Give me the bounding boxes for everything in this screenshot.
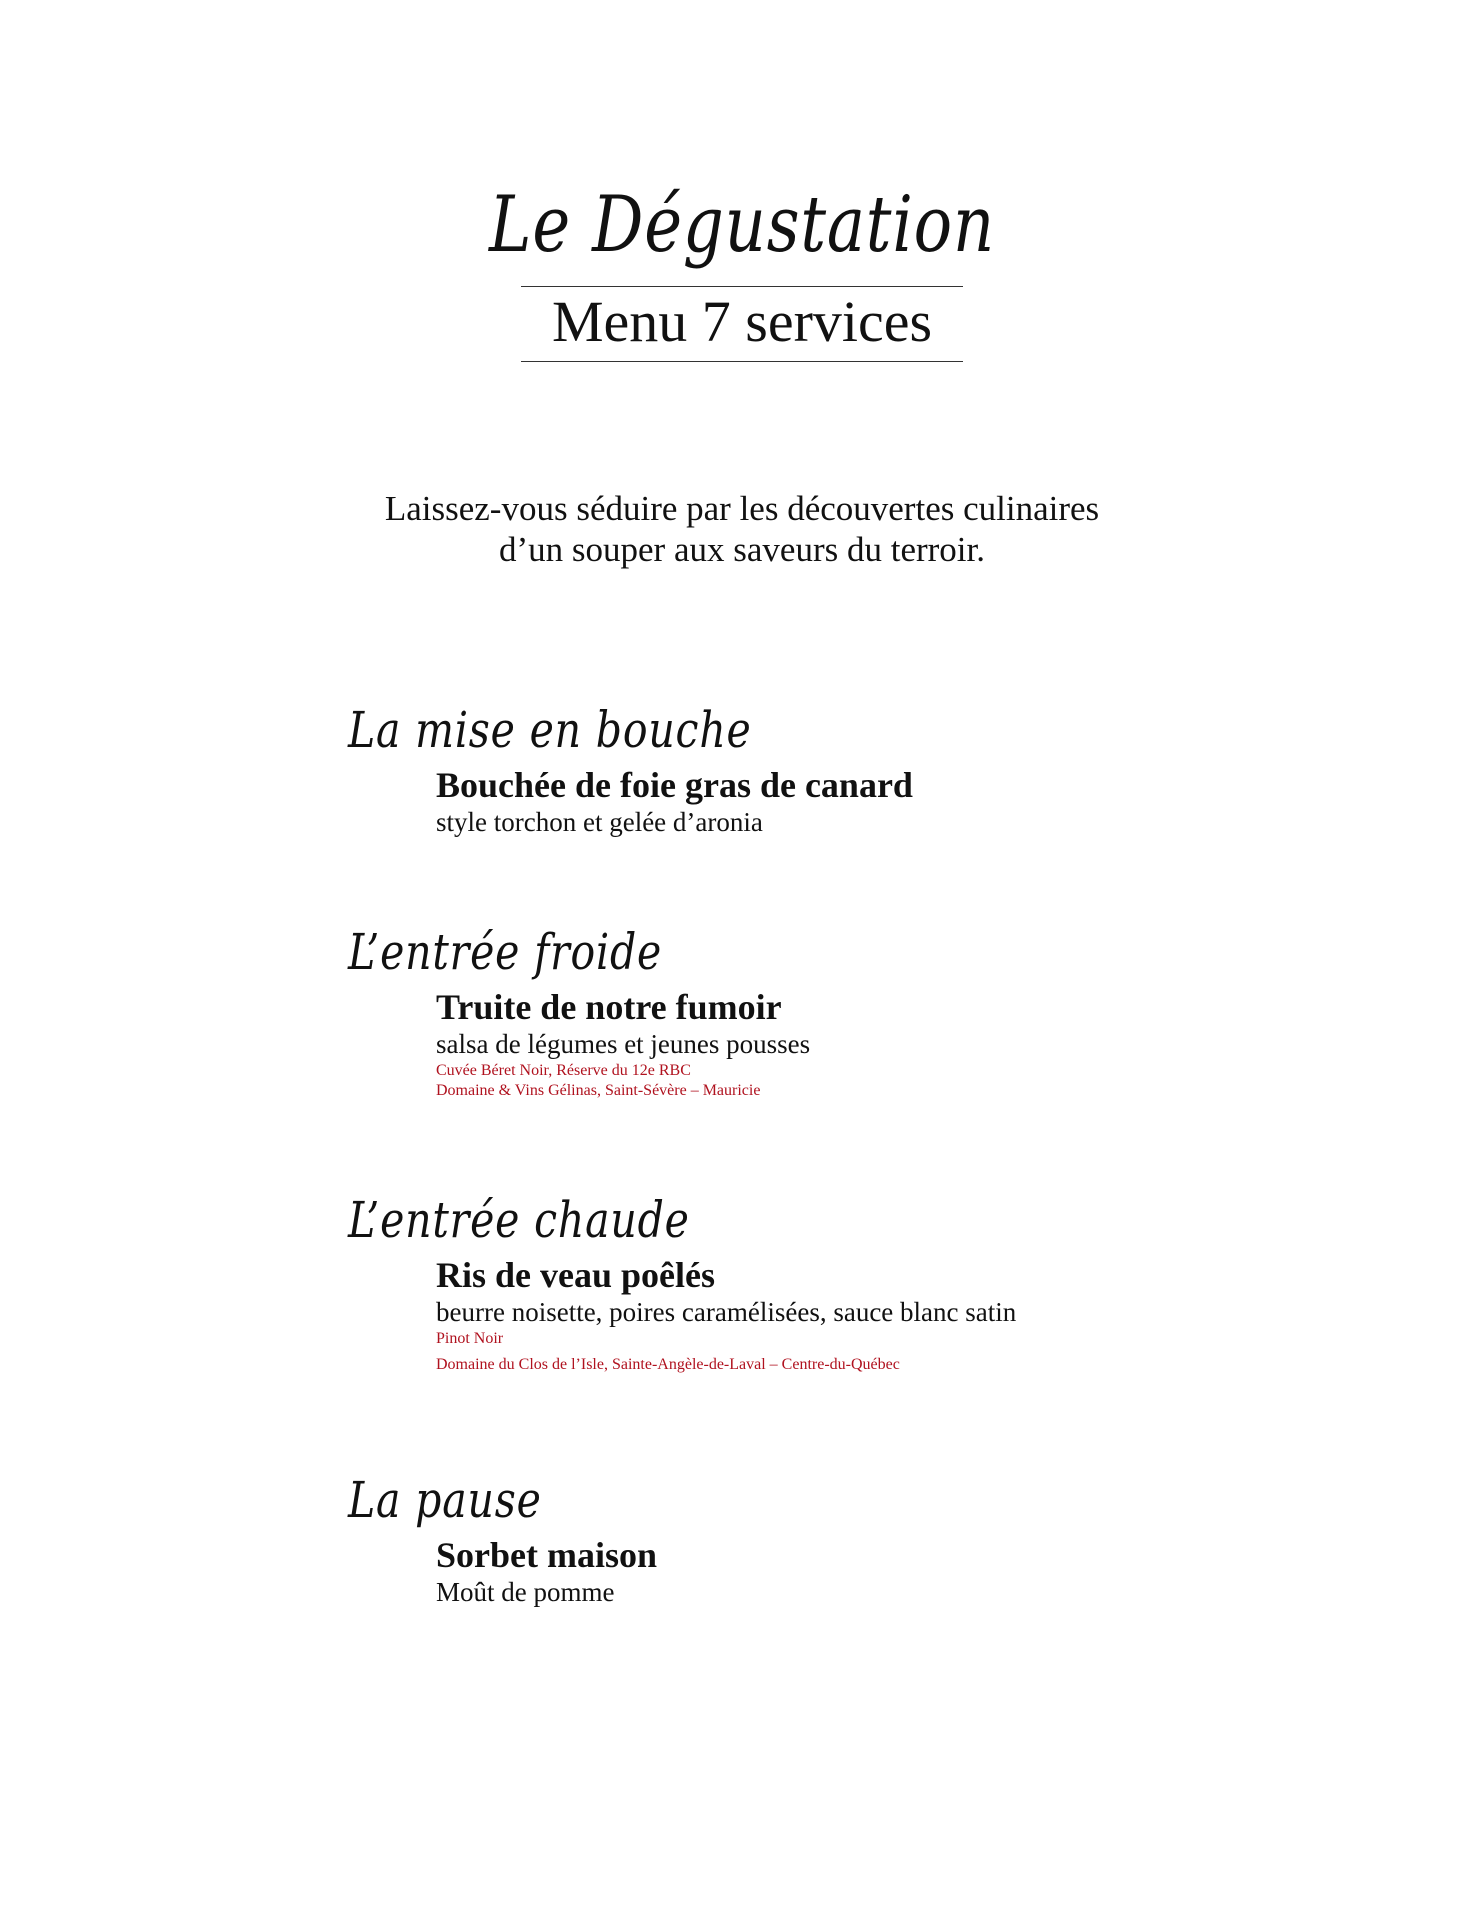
dish-name: Sorbet maison bbox=[436, 1535, 658, 1575]
dish bbox=[436, 765, 1348, 839]
wine-origin: Domaine & Vins Gélinas, Saint-Sévère – Mauricie bbox=[436, 1082, 761, 1099]
dish-description: Moût de pomme bbox=[436, 1577, 615, 1607]
menu-subtitle: Menu 7 services bbox=[551, 289, 933, 354]
section-pause bbox=[348, 1465, 1348, 1609]
section-mise-en-bouche bbox=[348, 695, 1348, 839]
wine-origin: Domaine du Clos de l’Isle, Sainte-Angèle-de-Laval – Centre-du-Québec bbox=[436, 1356, 900, 1373]
section-title: La pause bbox=[348, 1471, 542, 1529]
dish bbox=[436, 987, 1348, 1101]
intro-line-1: Laissez-vous séduire par les découvertes culinaires bbox=[384, 489, 1100, 528]
intro-line-2: d’un souper aux saveurs du terroir. bbox=[499, 530, 985, 569]
section-title: L’entrée froide bbox=[348, 923, 663, 981]
dish-name: Truite de notre fumoir bbox=[436, 987, 782, 1027]
wine-name: Pinot Noir bbox=[436, 1330, 504, 1347]
dish-name: Bouchée de foie gras de canard bbox=[436, 765, 913, 805]
section-entree-froide bbox=[348, 917, 1348, 1101]
section-entree-chaude bbox=[348, 1185, 1348, 1375]
intro-text bbox=[0, 488, 1484, 570]
menu-title: Le Dégustation bbox=[489, 180, 995, 270]
section-title: L’entrée chaude bbox=[348, 1191, 690, 1249]
dish bbox=[436, 1535, 1348, 1609]
dish-description: style torchon et gelée d’aronia bbox=[436, 807, 763, 837]
dish bbox=[436, 1255, 1348, 1375]
dish-description: salsa de légumes et jeunes pousses bbox=[436, 1029, 811, 1059]
dish-name: Ris de veau poêlés bbox=[436, 1255, 715, 1295]
wine-name: Cuvée Béret Noir, Réserve du 12e RBC bbox=[436, 1062, 691, 1079]
section-title: La mise en bouche bbox=[348, 701, 752, 759]
menu-header bbox=[0, 170, 1484, 362]
subtitle-frame bbox=[521, 286, 963, 362]
dish-description: beurre noisette, poires caramélisées, sauce blanc satin bbox=[436, 1297, 1017, 1327]
